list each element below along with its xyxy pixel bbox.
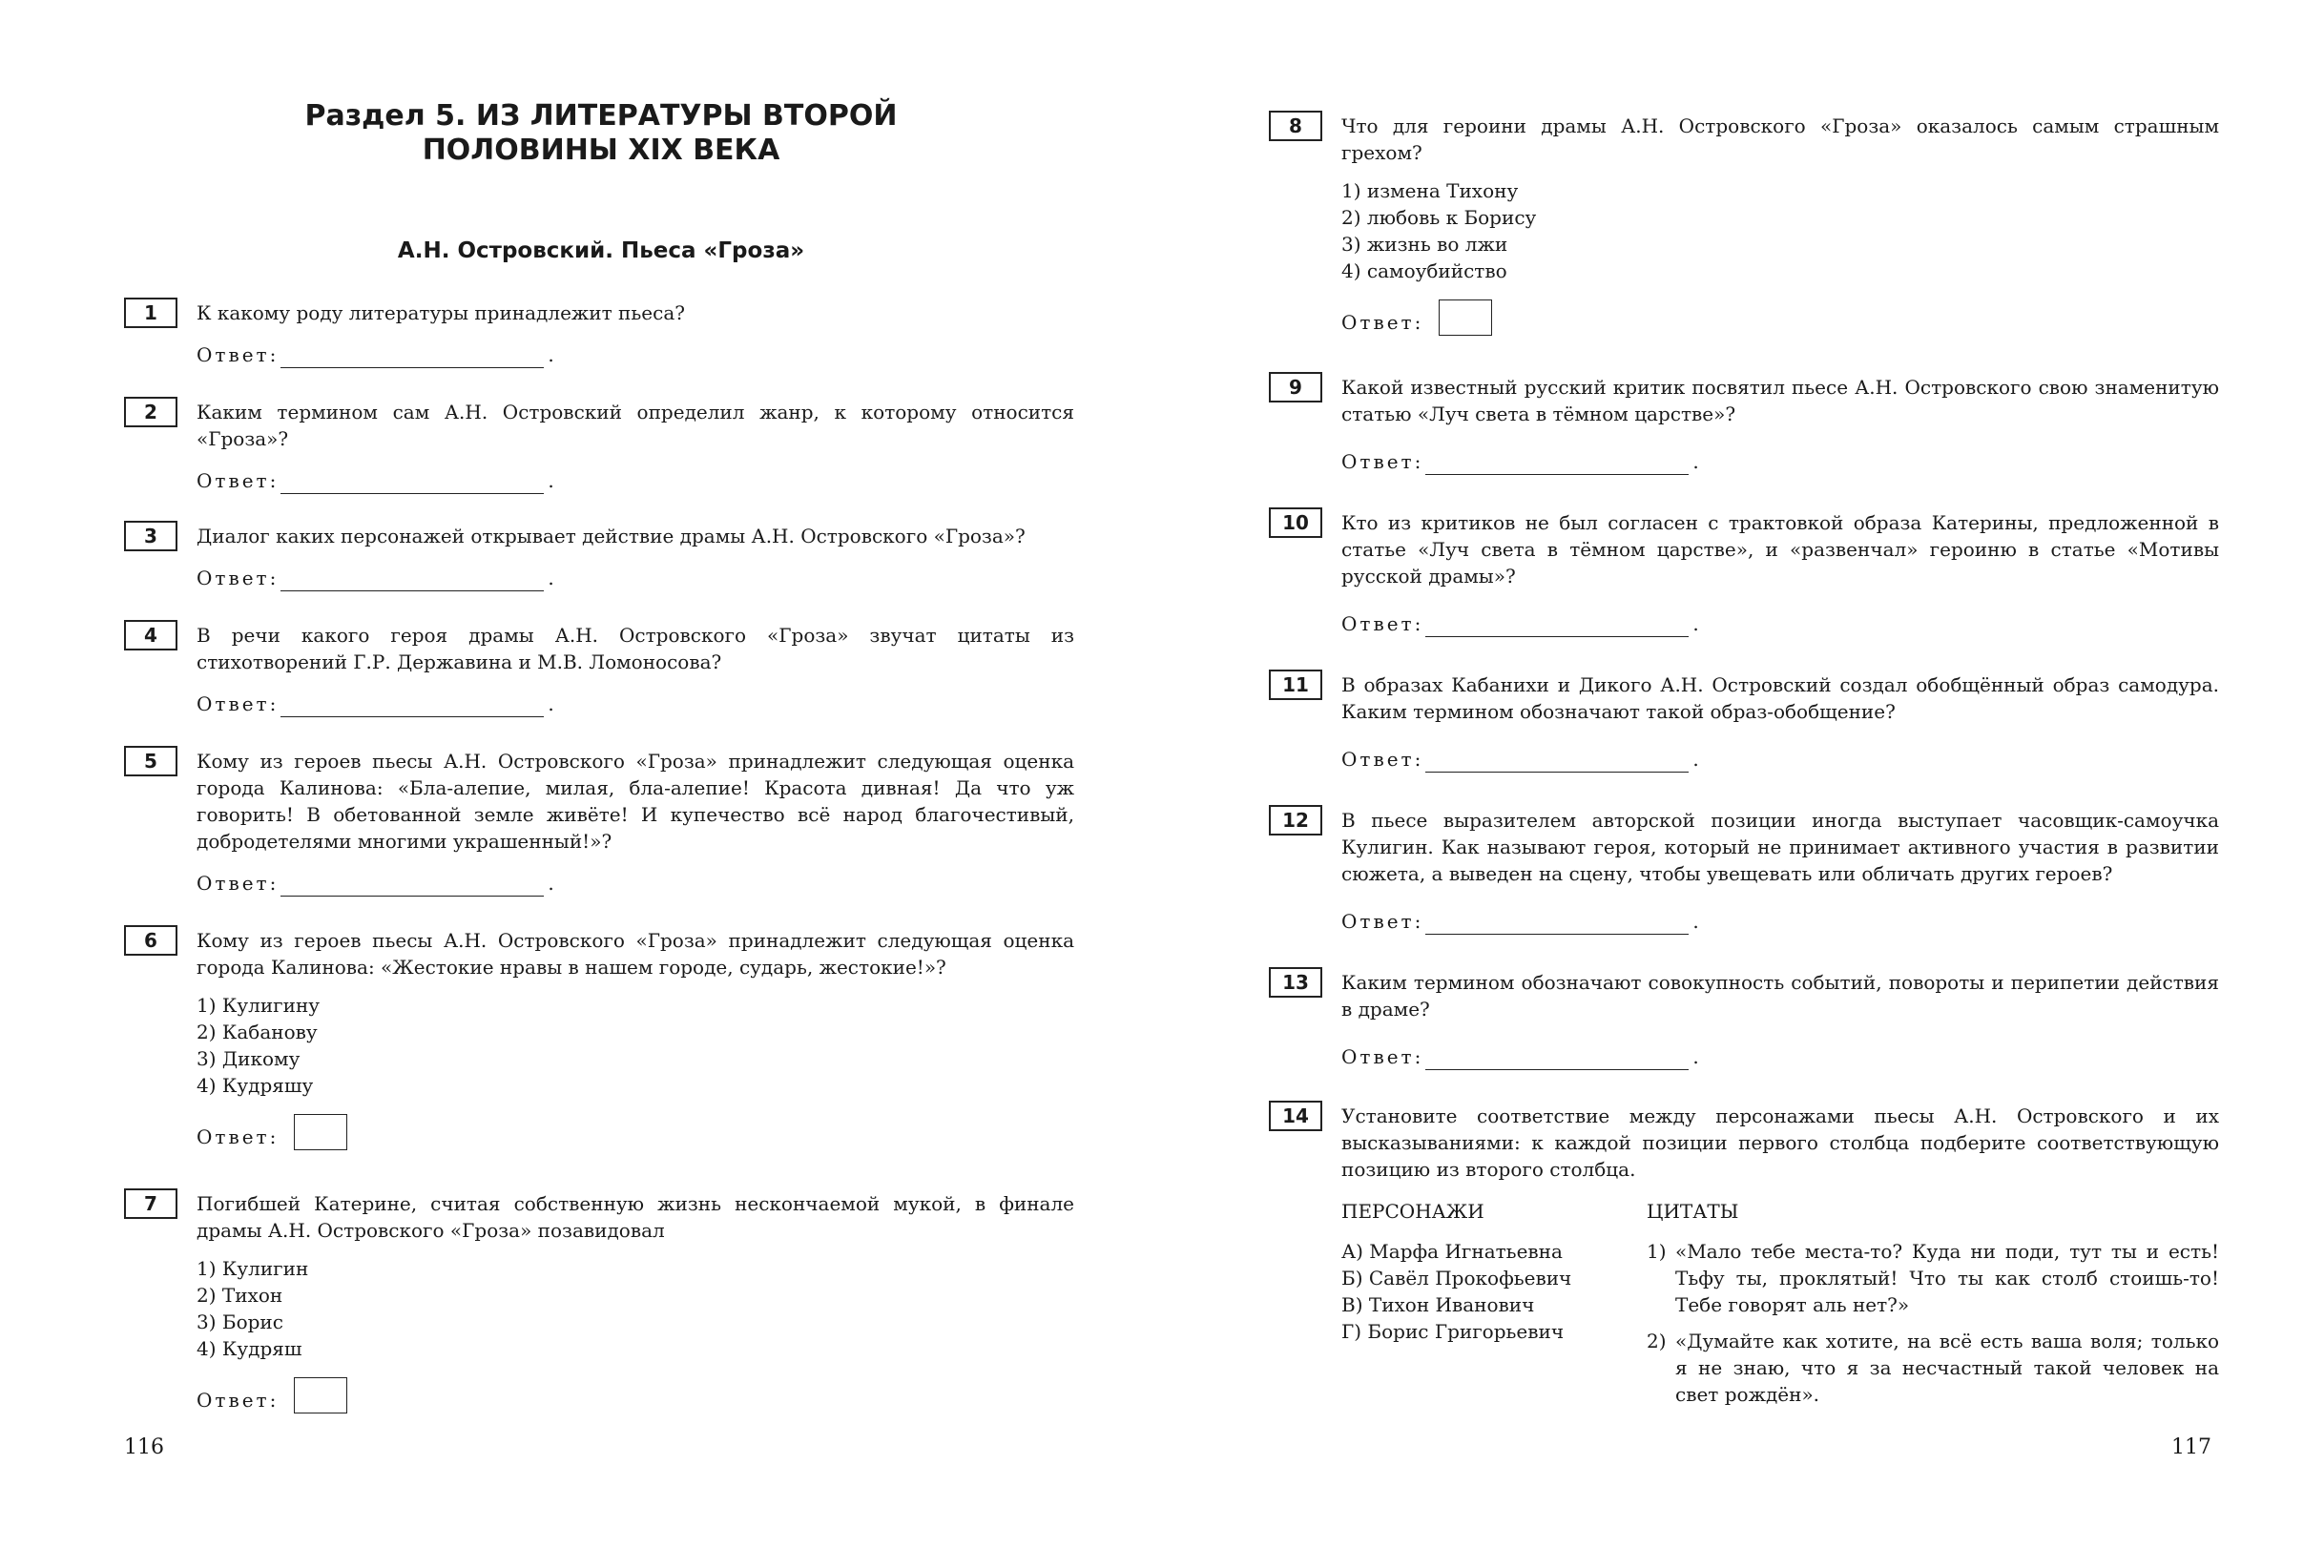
answer-row: Ответ: . bbox=[1341, 1045, 1699, 1068]
answer-row: Ответ: . bbox=[197, 469, 554, 492]
subtitle: А.Н. Островский. Пьеса «Гроза» bbox=[397, 238, 805, 263]
answer-line[interactable] bbox=[1425, 913, 1689, 935]
quote-text: «Думайте как хотите, на всё есть ваша воля; только я не знаю, что я за несчастный такой человек на свет рождён». bbox=[1675, 1330, 2219, 1406]
question-text: Какой известный русский критик посвятил пьесе А.Н. Островского свою знаменитую статью «Луч света в тёмном царстве»? bbox=[1341, 376, 2219, 425]
answer-label: Ответ: bbox=[1341, 910, 1424, 933]
question-number: 7 bbox=[124, 1188, 177, 1219]
answer-label: Ответ: bbox=[197, 872, 280, 895]
answer-label: Ответ: bbox=[1341, 450, 1424, 473]
option-4: 4) Кудряш bbox=[197, 1337, 302, 1360]
question-text: Установите соответствие между персонажами пьесы А.Н. Островского и их высказываниями: к каждой позиции первого столбца подберите соответствующую позицию из второго столбца. bbox=[1341, 1104, 2219, 1181]
question-number: 1 bbox=[124, 298, 177, 328]
answer-line[interactable] bbox=[1425, 1048, 1689, 1070]
question-number: 11 bbox=[1269, 670, 1322, 700]
question-text: Кто из критиков не был согласен с трактовкой образа Катерины, предложенной в статье «Луч света в тёмном царстве», и «развенчал» героиню в статье «Мотивы русской драмы»? bbox=[1341, 511, 2219, 588]
question-number: 4 bbox=[124, 620, 177, 650]
option-3: 3) Борис bbox=[197, 1310, 283, 1333]
answer-row: Ответ: . bbox=[1341, 748, 1699, 771]
question-number: 3 bbox=[124, 521, 177, 551]
question-number: 6 bbox=[124, 925, 177, 956]
characters-header: ПЕРСОНАЖИ bbox=[1341, 1200, 1484, 1223]
quote-1 bbox=[1647, 1238, 2219, 1318]
options-list bbox=[1341, 177, 2219, 284]
answer-label: Ответ: bbox=[1341, 612, 1424, 635]
option-4: 4) самоубийство bbox=[1341, 259, 1507, 282]
question-text: В пьесе выразителем авторской позиции иногда выступает часовщик-самоучка Кулигин. Как называют героя, который не принимает активного участия в развитии сюжета, а выведен на сцену, чтобы увещевать или обличать других героев? bbox=[1341, 809, 2219, 885]
question-text: Кому из героев пьесы А.Н. Островского «Гроза» принадлежит следующая оценка города Калинова: «Жестокие нравы в нашем городе, сударь, жестокие!»? bbox=[197, 929, 1074, 979]
quotes-header: ЦИТАТЫ bbox=[1647, 1200, 1739, 1223]
answer-label: Ответ: bbox=[197, 692, 280, 715]
quote-number: 1) bbox=[1647, 1240, 1667, 1263]
question-text: Погибшей Катерине, считая собственную жизнь нескончаемой мукой, в финале драмы А.Н. Островского «Гроза» позавидовал bbox=[197, 1192, 1074, 1242]
answer-row: Ответ: . bbox=[197, 872, 554, 895]
answer-row bbox=[1341, 299, 2219, 336]
answer-line[interactable] bbox=[1425, 751, 1689, 773]
answer-row: Ответ: . bbox=[197, 692, 554, 715]
question-number: 9 bbox=[1269, 372, 1322, 402]
answer-row: Ответ: . bbox=[1341, 612, 1699, 635]
question-number: 2 bbox=[124, 397, 177, 427]
answer-row: Ответ: . bbox=[197, 567, 554, 589]
question-text: Каким термином сам А.Н. Островский определил жанр, к которому относится «Гроза»? bbox=[197, 401, 1074, 450]
quotes-column bbox=[1647, 1198, 2219, 1417]
answer-label: Ответ: bbox=[197, 567, 280, 589]
option-2: 2) любовь к Борису bbox=[1341, 206, 1537, 229]
option-3: 3) жизнь во лжи bbox=[1341, 233, 1508, 256]
answer-label: Ответ: bbox=[1341, 1045, 1424, 1068]
option-1: 1) Кулигину bbox=[197, 994, 321, 1017]
characters-column bbox=[1341, 1198, 1647, 1417]
answer-box[interactable] bbox=[1439, 299, 1492, 336]
section-title-line-1: Раздел 5. ИЗ ЛИТЕРАТУРЫ ВТОРОЙ bbox=[304, 99, 898, 133]
question-text: В речи какого героя драмы А.Н. Островского «Гроза» звучат цитаты из стихотворений Г.Р. Державина и М.В. Ломоносова? bbox=[197, 624, 1074, 673]
quote-number: 2) bbox=[1647, 1330, 1667, 1352]
section-title-line-2: ПОЛОВИНЫ XIX ВЕКА bbox=[422, 134, 780, 167]
character-b: Б) Савёл Прокофьевич bbox=[1341, 1267, 1572, 1289]
answer-label: Ответ: bbox=[197, 343, 280, 366]
page-number-left: 116 bbox=[124, 1435, 164, 1459]
answer-row: Ответ: . bbox=[1341, 450, 1699, 473]
question-text: Диалог каких персонажей открывает действие драмы А.Н. Островского «Гроза»? bbox=[197, 525, 1026, 547]
answer-label: Ответ: bbox=[1341, 748, 1424, 771]
question-number: 10 bbox=[1269, 507, 1322, 538]
question-text: Каким термином обозначают совокупность событий, повороты и перипетии действия в драме? bbox=[1341, 971, 2219, 1021]
question-number: 14 bbox=[1269, 1101, 1322, 1131]
question-text: Кому из героев пьесы А.Н. Островского «Гроза» принадлежит следующая оценка города Калинова: «Бла-алепие, милая, бла-алепие! Красота дивная! Да что уж говорить! В обетованной земле живёте! И купечество всё народ благочестивый, добродетелями многими украшенный!»? bbox=[197, 750, 1074, 853]
question-number: 5 bbox=[124, 746, 177, 776]
question-number: 12 bbox=[1269, 805, 1322, 836]
question-number: 8 bbox=[1269, 111, 1322, 141]
answer-row: Ответ: . bbox=[197, 343, 554, 366]
answer-label: Ответ: bbox=[197, 1389, 280, 1412]
option-3: 3) Дикому bbox=[197, 1047, 301, 1070]
option-1: 1) измена Тихону bbox=[1341, 179, 1519, 202]
answer-row: Ответ: . bbox=[1341, 910, 1699, 933]
question-text: К какому роду литературы принадлежит пьеса? bbox=[197, 301, 685, 324]
option-2: 2) Кабанову bbox=[197, 1021, 318, 1043]
question-text: В образах Кабанихи и Дикого А.Н. Островский создал обобщённый образ самодура. Каким термином обозначают такой образ-обобщение? bbox=[1341, 673, 2219, 723]
answer-line[interactable] bbox=[1425, 615, 1689, 637]
option-1: 1) Кулигин bbox=[197, 1257, 309, 1280]
question-text: Что для героини драмы А.Н. Островского «Гроза» оказалось самым страшным грехом? bbox=[1341, 114, 2219, 164]
character-c: В) Тихон Иванович bbox=[1341, 1293, 1535, 1316]
option-2: 2) Тихон bbox=[197, 1284, 283, 1307]
character-d: Г) Борис Григорьевич bbox=[1341, 1320, 1565, 1343]
option-4: 4) Кудряшу bbox=[197, 1074, 314, 1097]
quote-2 bbox=[1647, 1328, 2219, 1408]
answer-line[interactable] bbox=[1425, 453, 1689, 475]
question-number: 13 bbox=[1269, 967, 1322, 998]
page-number-right: 117 bbox=[2171, 1435, 2211, 1459]
character-a: А) Марфа Игнатьевна bbox=[1341, 1240, 1563, 1263]
answer-label: Ответ: bbox=[197, 469, 280, 492]
answer-label: Ответ: bbox=[197, 1125, 280, 1148]
quote-text: «Мало тебе места-то? Куда ни поди, тут ты и есть! Тьфу ты, проклятый! Что ты как столб стоишь-то! Тебе говорят аль нет?» bbox=[1675, 1240, 2219, 1316]
answer-label: Ответ: bbox=[1341, 311, 1424, 334]
matching-table bbox=[1341, 1198, 2219, 1417]
